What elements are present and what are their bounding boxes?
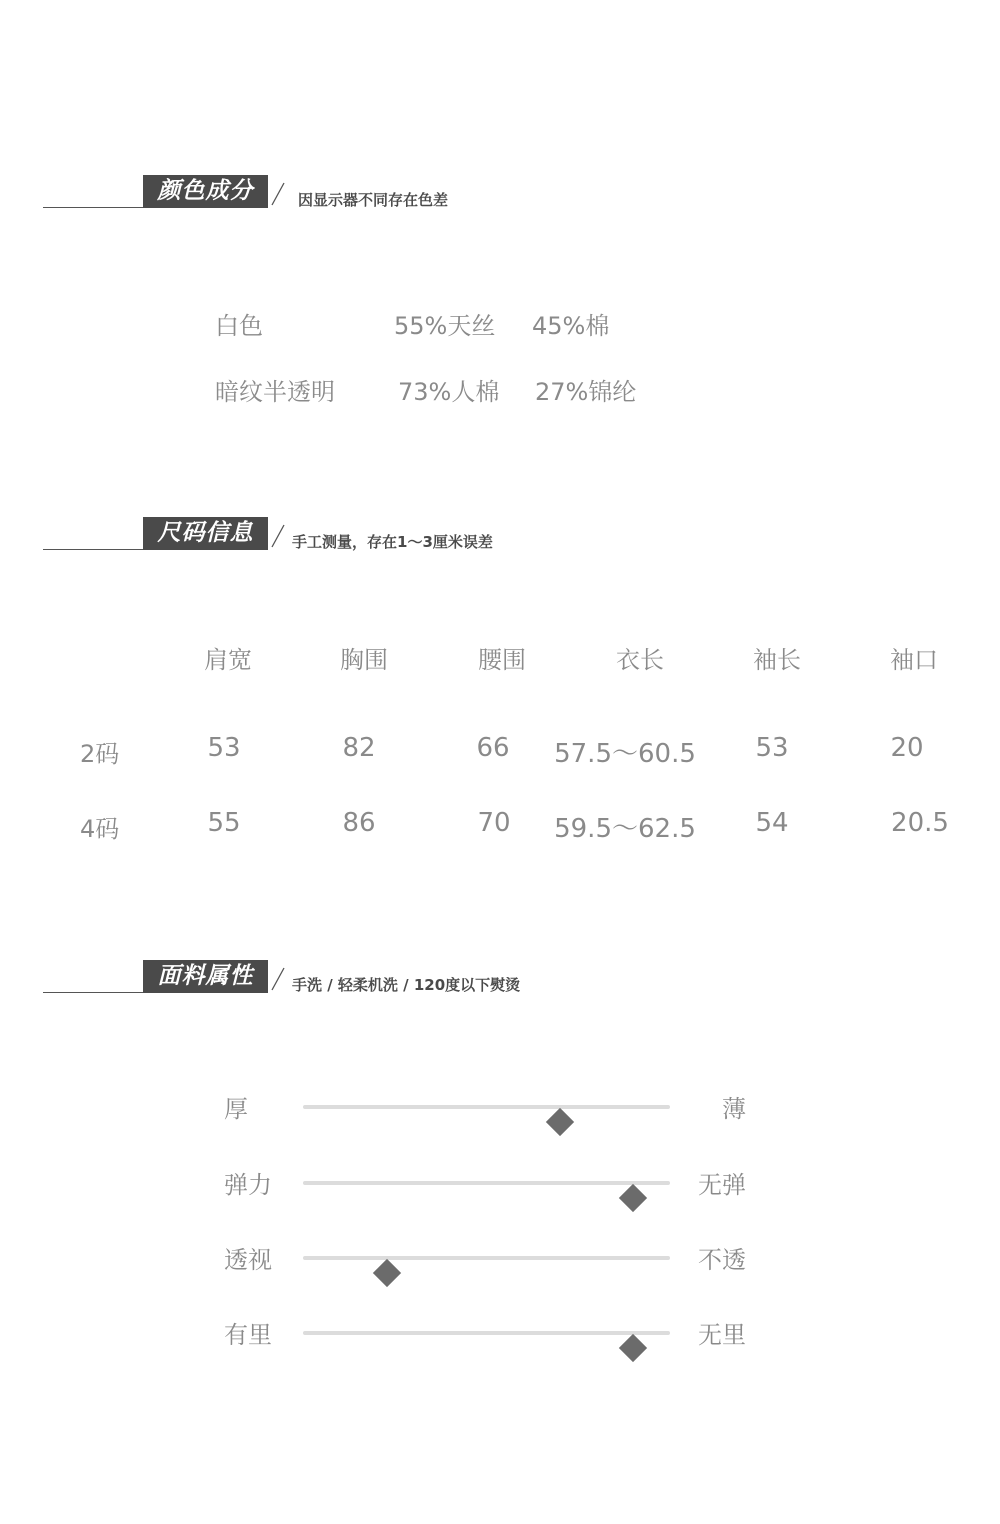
attribute-marker [546, 1108, 574, 1136]
composition-a: 73%人棉 [398, 378, 500, 406]
fabric-attribute-transparency [0, 1240, 1000, 1280]
table-cell: 70 [477, 808, 511, 838]
section-note: 因显示器不同存在色差 [298, 191, 449, 209]
section-title: 面料属性 [143, 960, 268, 993]
table-cell: 86 [342, 808, 376, 838]
column-header-sleeve-length: 袖长 [753, 646, 801, 674]
slash-icon [270, 966, 286, 992]
colors-section-header [0, 175, 1000, 215]
column-header-shoulder: 肩宽 [204, 646, 252, 674]
column-header-length: 衣长 [616, 646, 664, 674]
table-cell: 55 [207, 808, 241, 838]
table-cell: 54 [755, 808, 789, 838]
attribute-track [303, 1181, 670, 1185]
slash-icon [270, 181, 286, 207]
table-cell: 53 [755, 733, 789, 763]
attribute-marker [619, 1334, 647, 1362]
attribute-left-label: 弹力 [224, 1171, 272, 1199]
slash-icon [270, 523, 286, 549]
attribute-right-label: 无里 [698, 1321, 746, 1349]
fabric-section-header [0, 960, 1000, 1000]
attribute-right-label: 无弹 [698, 1171, 746, 1199]
color-name: 暗纹半透明 [215, 378, 335, 406]
composition-b: 45%棉 [532, 312, 610, 340]
color-name: 白色 [215, 312, 263, 340]
section-note: 手工测量，存在1～3厘米误差 [292, 533, 493, 551]
composition-a: 55%天丝 [394, 312, 496, 340]
table-cell: 59.5～62.5 [554, 814, 696, 844]
size-label: 4码 [80, 815, 120, 843]
attribute-right-label: 薄 [722, 1095, 746, 1123]
table-cell: 20 [890, 733, 924, 763]
table-cell: 53 [207, 733, 241, 763]
size-label: 2码 [80, 740, 120, 768]
column-header-cuff: 袖口 [890, 646, 938, 674]
attribute-track [303, 1331, 670, 1335]
color-row-white [0, 306, 1000, 340]
fabric-attribute-elasticity [0, 1165, 1000, 1205]
table-cell: 82 [342, 733, 376, 763]
section-title: 尺码信息 [143, 517, 268, 550]
table-cell: 20.5 [891, 808, 949, 838]
attribute-track [303, 1256, 670, 1260]
attribute-marker [619, 1184, 647, 1212]
section-note: 手洗 / 轻柔机洗 / 120度以下熨烫 [292, 976, 521, 994]
attribute-marker [373, 1259, 401, 1287]
composition-b: 27%锦纶 [535, 378, 637, 406]
header-rule [43, 549, 143, 550]
size-section-header [0, 517, 1000, 557]
attribute-track [303, 1105, 670, 1109]
table-cell: 66 [476, 733, 510, 763]
column-header-chest: 胸围 [340, 646, 388, 674]
fabric-attribute-lining [0, 1315, 1000, 1355]
attribute-left-label: 透视 [224, 1246, 272, 1274]
attribute-left-label: 有里 [224, 1321, 272, 1349]
section-title: 颜色成分 [143, 175, 268, 208]
table-cell: 57.5～60.5 [554, 739, 696, 769]
header-rule [43, 992, 143, 993]
color-row-dark-pattern [0, 372, 1000, 406]
header-rule [43, 207, 143, 208]
column-header-waist: 腰围 [478, 646, 526, 674]
fabric-attribute-thickness [0, 1089, 1000, 1129]
attribute-left-label: 厚 [224, 1095, 248, 1123]
attribute-right-label: 不透 [698, 1246, 746, 1274]
